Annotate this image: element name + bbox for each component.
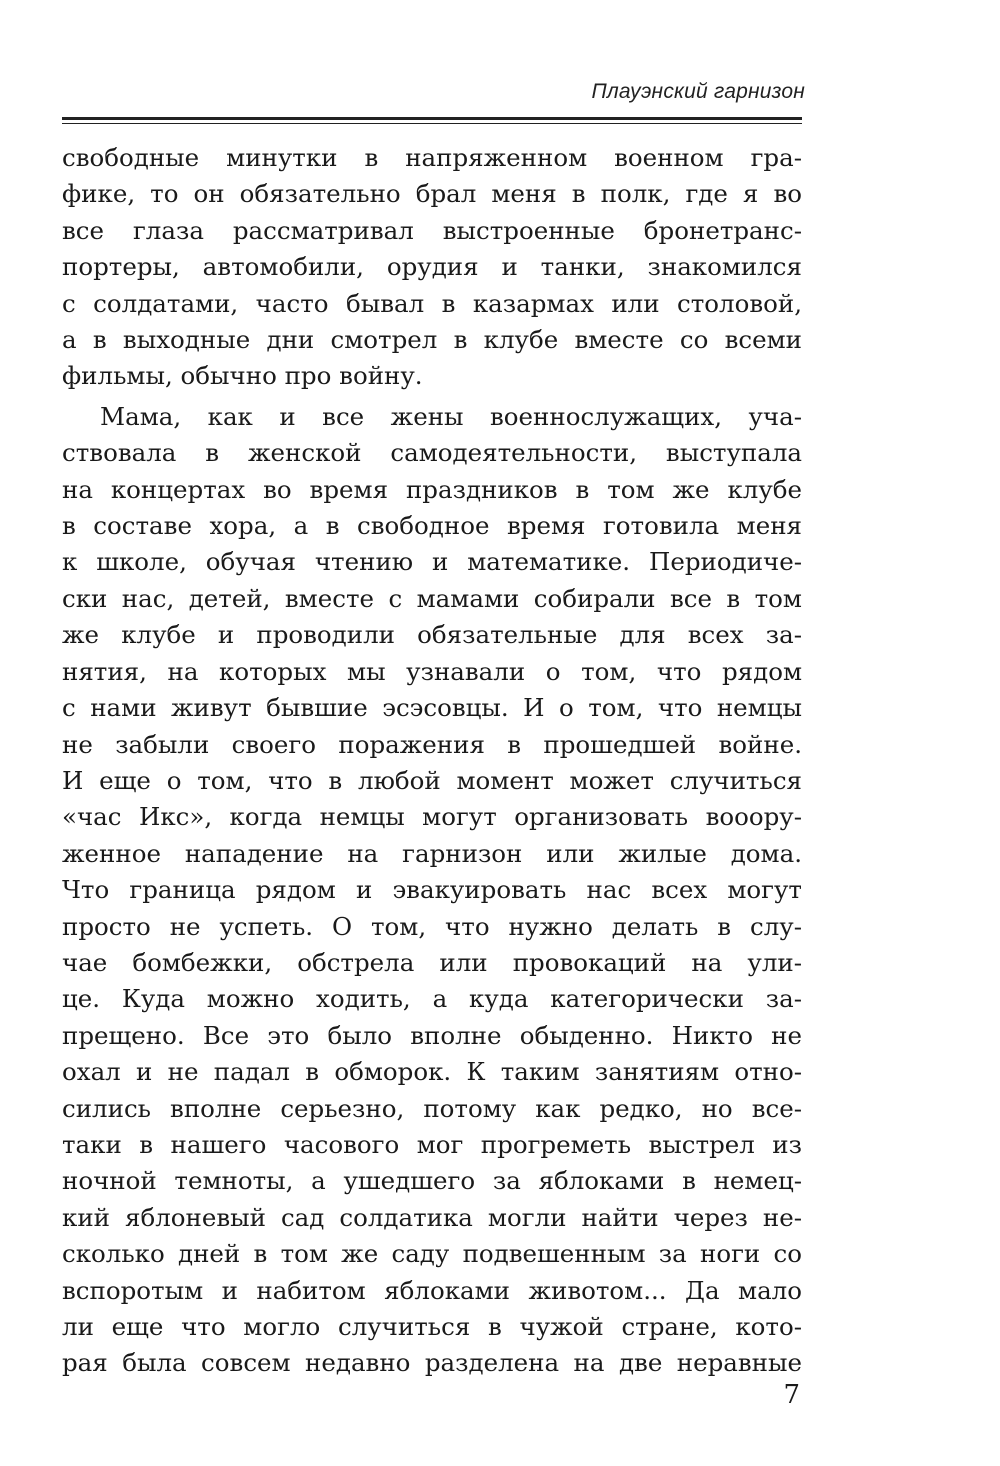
text-line: фильмы, обычно про войну.	[62, 361, 423, 391]
page-number: 7	[783, 1380, 800, 1410]
text-line: а в выходные дни смотрел в клубе вместе со всеми	[62, 325, 802, 355]
text-line: все глаза рассматривал выстроенные бронетранс-	[62, 215, 802, 245]
text-line: Что граница рядом и эвакуировать нас всех могут	[62, 875, 802, 905]
text-line: рая была совсем недавно разделена на две неравные	[62, 1348, 802, 1378]
text-line: портеры, автомобили, орудия и танки, знакомился	[62, 252, 802, 282]
text-line: «час Икс», когда немцы могут организовать вооору-	[62, 802, 802, 832]
text-line: таки в нашего часового мог прогреметь выстрел из	[62, 1129, 802, 1159]
body-text	[62, 140, 802, 1382]
text-line: же клубе и проводили обязательные для всех за-	[62, 620, 802, 650]
text-line: ночной темноты, а ушедшего за яблоками в немец-	[62, 1166, 802, 1196]
text-line: ли еще что могло случиться в чужой стране, кото-	[62, 1312, 802, 1341]
text-line: сились вполне серьезно, потому как редко, но все-	[62, 1093, 802, 1123]
text-line: на концертах во время праздников в том же клубе	[62, 474, 802, 504]
text-line: прещено. Все это было вполне обыденно. Никто не	[62, 1020, 802, 1050]
text-line: с солдатами, часто бывал в казармах или столовой,	[62, 288, 802, 318]
text-line: женное нападение на гарнизон или жилые дома.	[62, 838, 802, 868]
text-line: фике, то он обязательно брал меня в полк, где я во	[62, 179, 802, 209]
paragraph	[62, 140, 802, 395]
text-line: ствовала в женской самодеятельности, выступала	[62, 438, 802, 468]
text-line: не забыли своего поражения в прошедшей войне.	[62, 729, 802, 759]
text-line: це. Куда можно ходить, а куда категорически за-	[62, 984, 802, 1014]
running-head-title: Плауэнский гарнизон	[591, 80, 805, 103]
text-line: ски нас, детей, вместе с мамами собирали все в том	[62, 583, 802, 613]
text-line: чае бомбежки, обстрела или провокаций на ули-	[62, 947, 802, 977]
text-line: в составе хора, а в свободное время готовила меня	[62, 511, 802, 541]
text-line: охал и не падал в обморок. К таким занятиям отно-	[62, 1057, 802, 1087]
text-line: свободные минутки в напряженном военном гра-	[62, 143, 802, 172]
text-line: нятия, на которых мы узнавали о том, что рядом	[62, 656, 802, 686]
paragraph	[62, 399, 802, 1382]
text-line: Мама, как и все жены военнослужащих, уча-	[100, 401, 802, 431]
text-line: кий яблоневый сад солдатика могли найти через не-	[62, 1202, 802, 1232]
header-rule-thin	[62, 123, 802, 124]
text-line: с нами живут бывшие эсэсовцы. И о том, что немцы	[62, 693, 802, 723]
text-line: вспоротым и набитом яблоками животом... Да мало	[62, 1275, 802, 1305]
text-line: к школе, обучая чтению и математике. Периодиче-	[62, 547, 802, 577]
header-rule-thick	[62, 117, 802, 120]
text-line: сколько дней в том же саду подвешенным за ноги со	[62, 1239, 802, 1269]
text-line: просто не успеть. О том, что нужно делать в слу-	[62, 911, 802, 941]
text-line: И еще о том, что в любой момент может случиться	[62, 765, 802, 795]
